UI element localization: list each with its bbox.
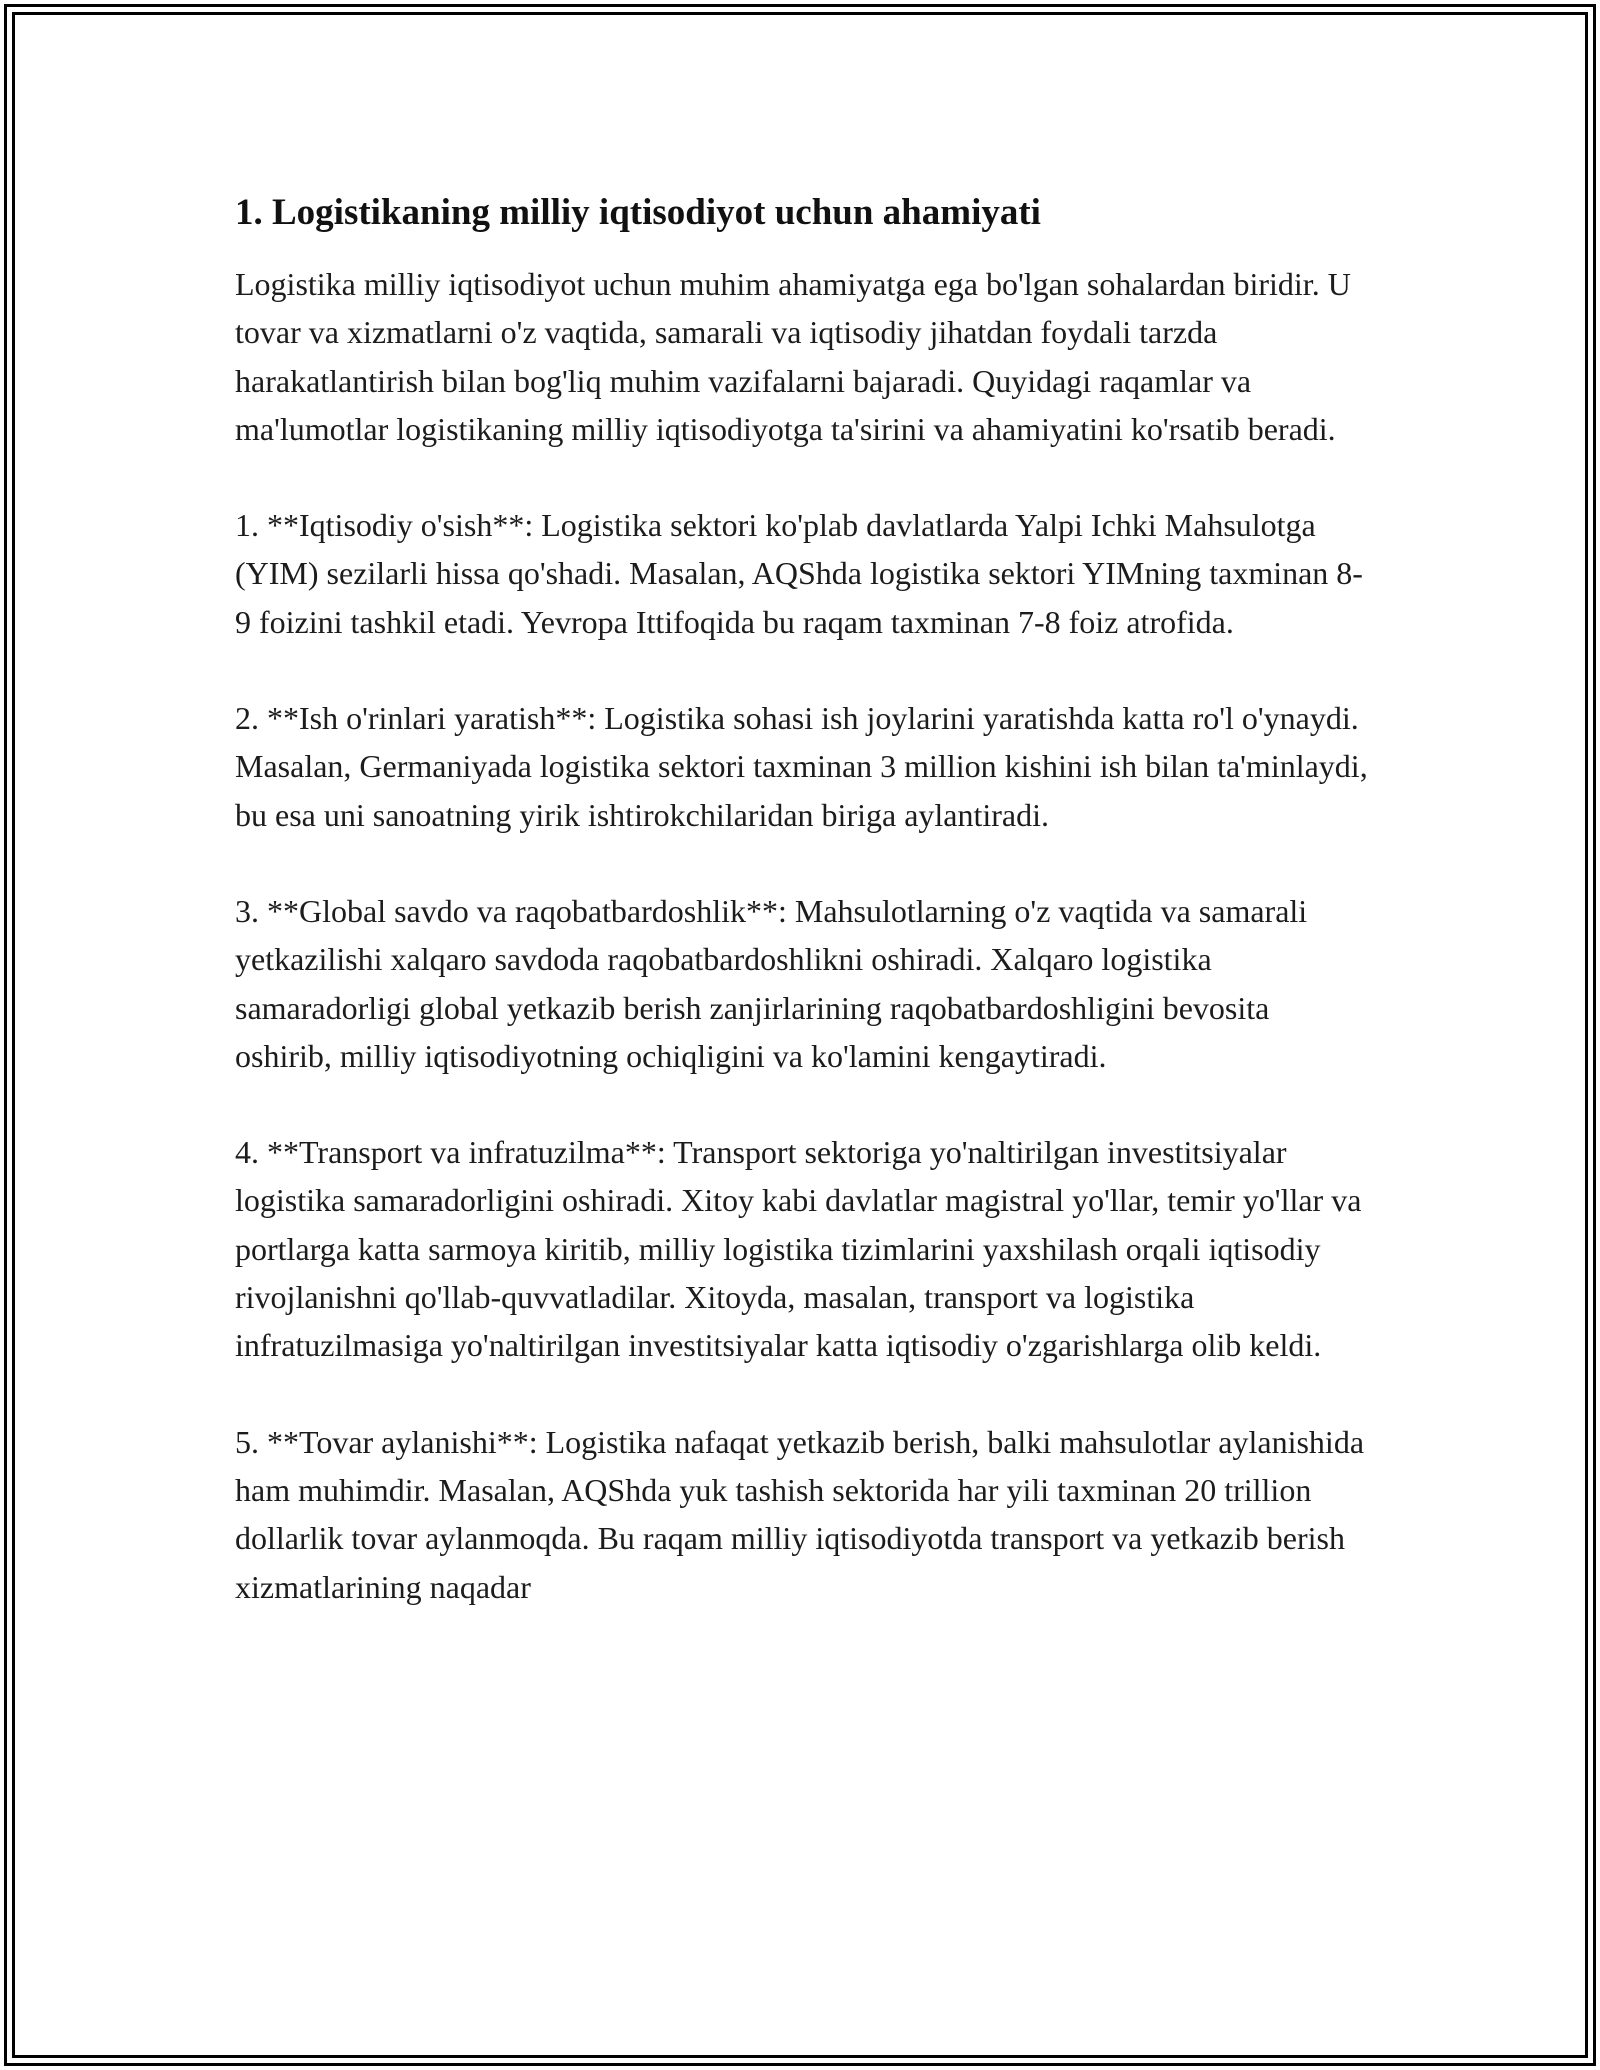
paragraph-transport-infrastructure: 4. **Transport va infratuzilma**: Transport sektoriga yo'naltirilgan investitsiyalar logistika samaradorligini oshiradi. Xitoy kabi davlatlar magistral yo'llar, temir yo'llar va portlarga katta sarmoya kiritib, milliy logistika tizimlarini yaxshilash orqali iqtisodiy rivojlanishni qo'llab-quvvatladilar. Xitoyda, masalan, transport va logistika infratuzilmasiga yo'naltirilgan investitsiyalar katta iqtisodiy o'zgarishlarga olib keldi. (235, 1134, 1362, 1364)
paragraph-goods-turnover: 5. **Tovar aylanishi**: Logistika nafaqat yetkazib berish, balki mahsulotlar aylanishida ham muhimdir. Masalan, AQShda yuk tashish sektorida har yili taxminan 20 trillion dollarlik tovar aylanmoqda. Bu raqam milliy iqtisodiyotda transport va yetkazib berish xizmatlarining naqadar (235, 1423, 1365, 1605)
document-title: 1. Logistikaning milliy iqtisodiyot uchun ahamiyati (235, 192, 1041, 233)
document-body (235, 188, 1370, 1659)
paragraph-economic-growth: 1. **Iqtisodiy o'sish**: Logistika sektori ko'plab davlatlarda Yalpi Ichki Mahsulotga (YIM) sezilarli hissa qo'shadi. Masalan, AQShda logistika sektori YIMning taxminan 8-9 foizini tashkil etadi. Yevropa Ittifoqida bu raqam taxminan 7-8 foiz atrofida. (235, 507, 1363, 640)
paragraph-job-creation: 2. **Ish o'rinlari yaratish**: Logistika sohasi ish joylarini yaratishda katta ro'l o'ynaydi. Masalan, Germaniyada logistika sektori taxminan 3 million kishini ish bilan ta'minlaydi, bu esa uni sanoatning yirik ishtirokchilaridan biriga aylantiradi. (235, 700, 1368, 833)
paragraph-global-trade: 3. **Global savdo va raqobatbardoshlik**: Mahsulotlarning o'z vaqtida va samarali yetkazilishi xalqaro savdoda raqobatbardoshlikni oshiradi. Xalqaro logistika samaradorligi global yetkazib berish zanjirlarining raqobatbardoshligini bevosita oshirib, milliy iqtisodiyotning ochiqligini va ko'lamini kengaytiradi. (235, 892, 1308, 1074)
intro-paragraph: Logistika milliy iqtisodiyot uchun muhim ahamiyatga ega bo'lgan sohalardan biridir. U tovar va xizmatlarni o'z vaqtida, samarali va iqtisodiy jihatdan foydali tarzda harakatlantirish bilan bog'liq muhim vazifalarni bajaradi. Quyidagi raqamlar va ma'lumotlar logistikaning milliy iqtisodiyotga ta'sirini va ahamiyatini ko'rsatib beradi. (235, 266, 1351, 447)
